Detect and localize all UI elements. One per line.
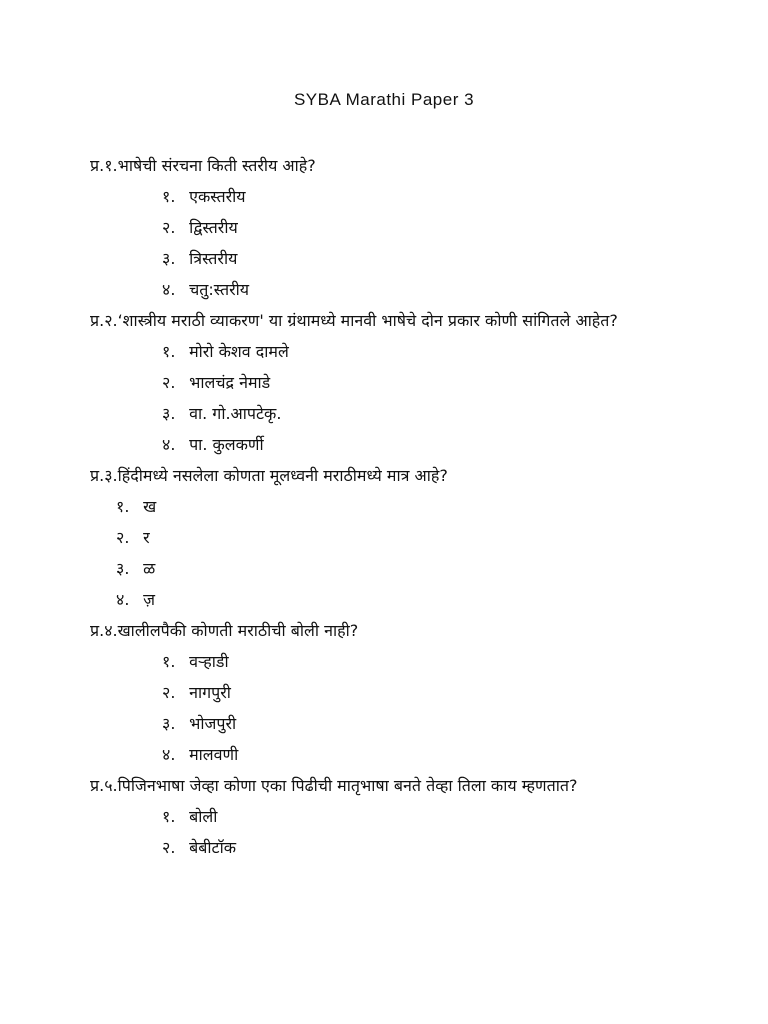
document-title: SYBA Marathi Paper 3 [293,90,475,109]
option-number: ३. [116,559,130,578]
option-item [90,553,690,584]
option-item [90,336,690,367]
question-text: प्र.१.भाषेची संरचना किती स्तरीय आहे? [90,156,316,175]
option-text: भोजपुरी [189,714,237,733]
option-text: वऱ्हाडी [189,652,229,671]
option-text: र [143,528,150,547]
option-number: ३. [162,249,176,268]
option-text: मोरो केशव दामले [189,342,289,361]
option-item [90,677,690,708]
option-item [90,212,690,243]
question-text: प्र.५.पिजिनभाषा जेव्हा कोणा एका पिढीची मातृभाषा बनते तेव्हा तिला काय म्हणतात? [90,776,578,795]
option-text: ज़ [143,590,155,609]
option-text: द्विस्तरीय [189,218,238,237]
option-item [90,429,690,460]
option-number: २. [162,838,176,857]
option-list [90,181,690,305]
option-text: बोली [189,807,218,826]
option-text: पा. कुलकर्णी [189,435,264,454]
option-item [90,398,690,429]
option-text: एकस्तरीय [189,187,246,206]
option-list [90,646,690,770]
option-text: त्रिस्तरीय [189,249,238,268]
question-1 [90,150,690,305]
option-item [90,522,690,553]
question-4 [90,615,690,770]
option-text: बेबीटॉक [189,838,237,857]
option-list [90,491,690,615]
option-number: ४. [116,590,130,609]
option-item [90,181,690,212]
option-number: १. [162,652,176,671]
option-item [90,491,690,522]
option-item [90,584,690,615]
option-item [90,739,690,770]
option-number: २. [162,373,176,392]
option-text: ख [143,497,157,516]
option-text: मालवणी [189,745,239,764]
option-list [90,801,690,863]
option-text: भालचंद्र नेमाडे [189,373,271,392]
option-list [90,336,690,460]
question-list [90,150,690,863]
option-text: नागपुरी [189,683,231,702]
question-5 [90,770,690,863]
option-item [90,274,690,305]
option-number: २. [162,218,176,237]
option-item [90,367,690,398]
question-text: प्र.४.खालीलपैकी कोणती मराठीची बोली नाही? [90,621,359,640]
option-number: १. [162,187,176,206]
option-number: २. [162,683,176,702]
option-number: २. [116,528,130,547]
option-item [90,646,690,677]
option-item [90,801,690,832]
option-item [90,708,690,739]
question-text: प्र.३.हिंदीमध्ये नसलेला कोणता मूलध्वनी मराठीमध्ये मात्र आहे? [90,466,448,485]
option-number: १. [116,497,130,516]
option-number: ४. [162,435,176,454]
option-number: ३. [162,404,176,423]
question-text: प्र.२.‘शास्त्रीय मराठी व्याकरण' या ग्रंथामध्ये मानवी भाषेचे दोन प्रकार कोणी सांगितले आहेत? [90,311,618,330]
option-text: ळ [143,559,156,578]
option-text: चतु:स्तरीय [189,280,250,299]
question-3 [90,460,690,615]
option-number: १. [162,807,176,826]
question-2 [90,305,690,460]
option-number: ३. [162,714,176,733]
option-number: ४. [162,280,176,299]
option-text: वा. गो.आपटेकृ. [189,404,282,423]
option-item [90,243,690,274]
option-item [90,832,690,863]
option-number: १. [162,342,176,361]
option-number: ४. [162,745,176,764]
